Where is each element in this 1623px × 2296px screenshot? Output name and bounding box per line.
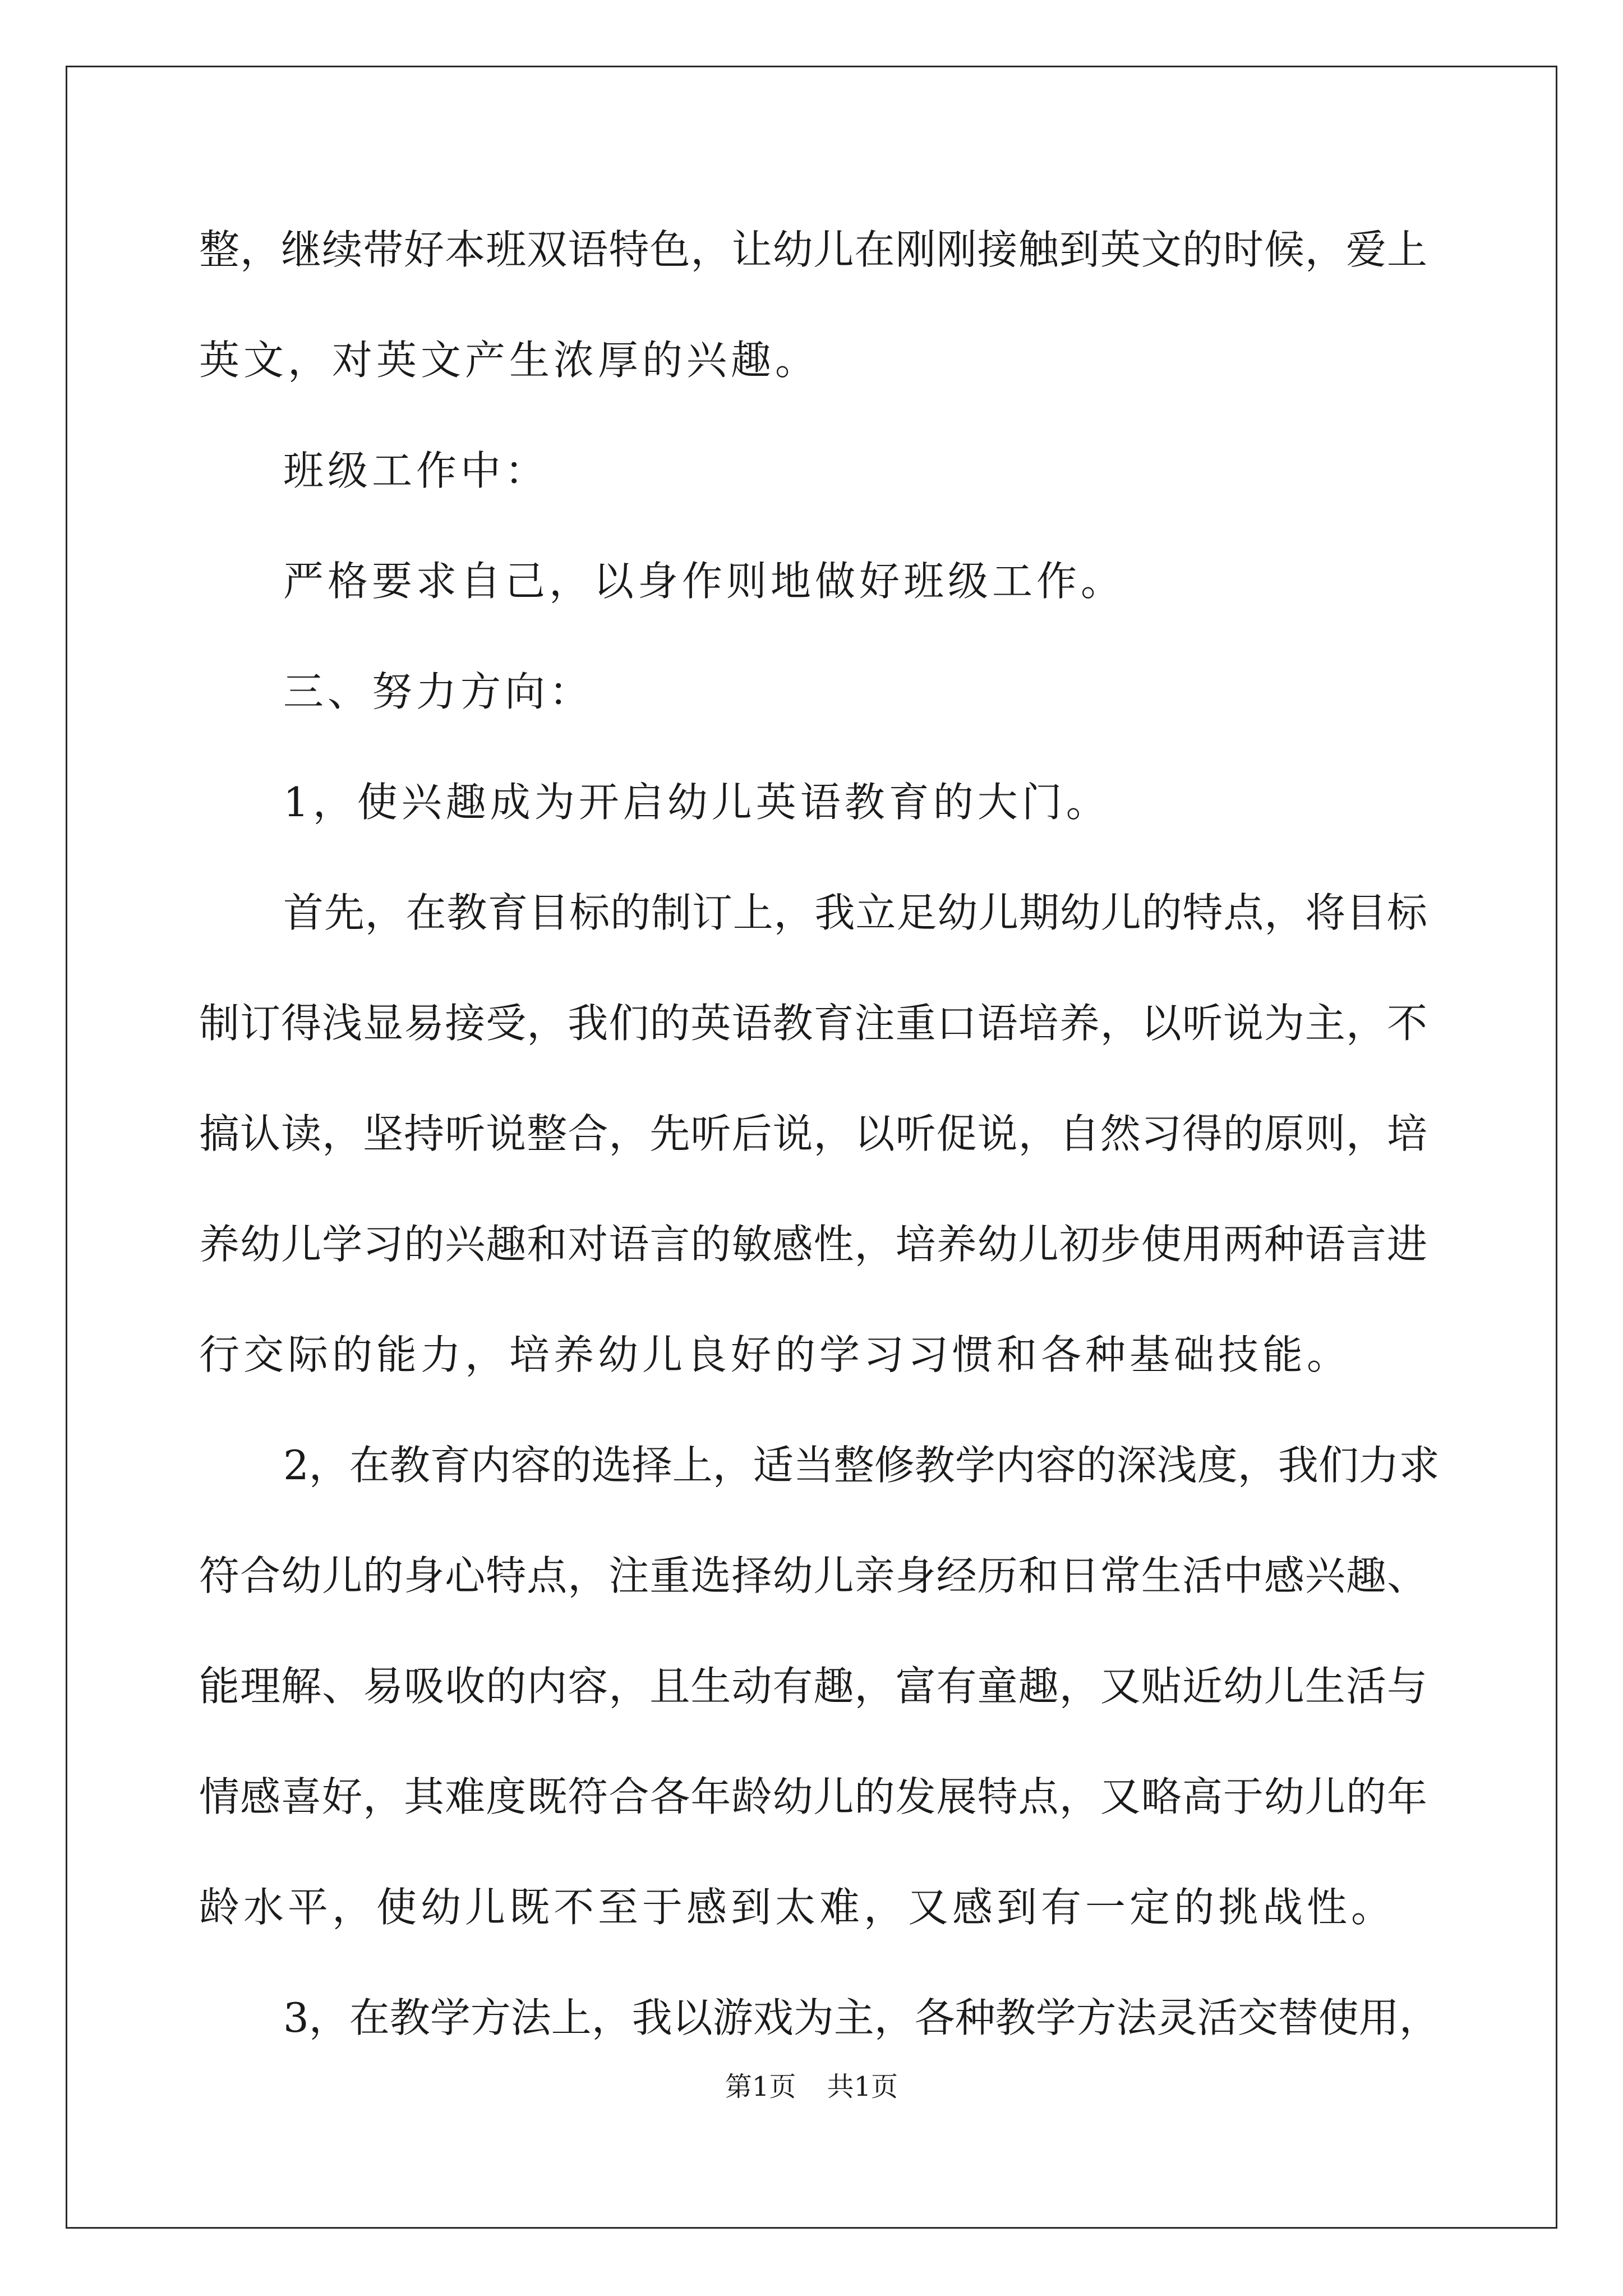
- text-line: 1，使兴趣成为开启幼儿英语教育的大门。: [283, 779, 1110, 826]
- page-total: 共1页: [827, 2071, 898, 2102]
- document-body: [199, 216, 1440, 2095]
- text-line: 2，在教育内容的选择上，适当整修教学内容的深浅度，我们力求: [283, 1442, 1440, 1489]
- text-line: 搞认读，坚持听说整合，先听后说，以听促说，自然习得的原则，培: [199, 1110, 1427, 1157]
- text-line: 情感喜好，其难度既符合各年龄幼儿的发展特点，又略高于幼儿的年: [199, 1773, 1427, 1820]
- text-line: 班级工作中：: [283, 447, 550, 494]
- text-line: 英文，对英文产生浓厚的兴趣。: [199, 337, 820, 384]
- text-line: 行交际的能力，培养幼儿良好的学习习惯和各种基础技能。: [199, 1331, 1352, 1378]
- text-line: 首先，在教育目标的制订上，我立足幼儿期幼儿的特点，将目标: [283, 889, 1427, 936]
- text-line: 能理解、易吸收的内容，且生动有趣，富有童趣，又贴近幼儿生活与: [199, 1663, 1427, 1710]
- text-line: 严格要求自己，以身作则地做好班级工作。: [283, 558, 1126, 605]
- page-footer: [0, 2070, 1623, 2104]
- text-line: 整，继续带好本班双语特色，让幼儿在刚刚接触到英文的时候，爱上: [199, 226, 1427, 273]
- text-line: 符合幼儿的身心特点，注重选择幼儿亲身经历和日常生活中感兴趣、: [199, 1552, 1427, 1599]
- page-number: 第1页: [725, 2071, 796, 2102]
- text-line: 3，在教学方法上，我以游戏为主，各种教学方法灵活交替使用，: [283, 1994, 1440, 2041]
- text-line: 龄水平，使幼儿既不至于感到太难，又感到有一定的挑战性。: [199, 1884, 1396, 1931]
- section-heading: 三、努力方向：: [283, 668, 594, 715]
- text-line: 制订得浅显易接受，我们的英语教育注重口语培养，以听说为主，不: [199, 1000, 1427, 1047]
- text-line: 养幼儿学习的兴趣和对语言的敏感性，培养幼儿初步使用两种语言进: [199, 1221, 1427, 1268]
